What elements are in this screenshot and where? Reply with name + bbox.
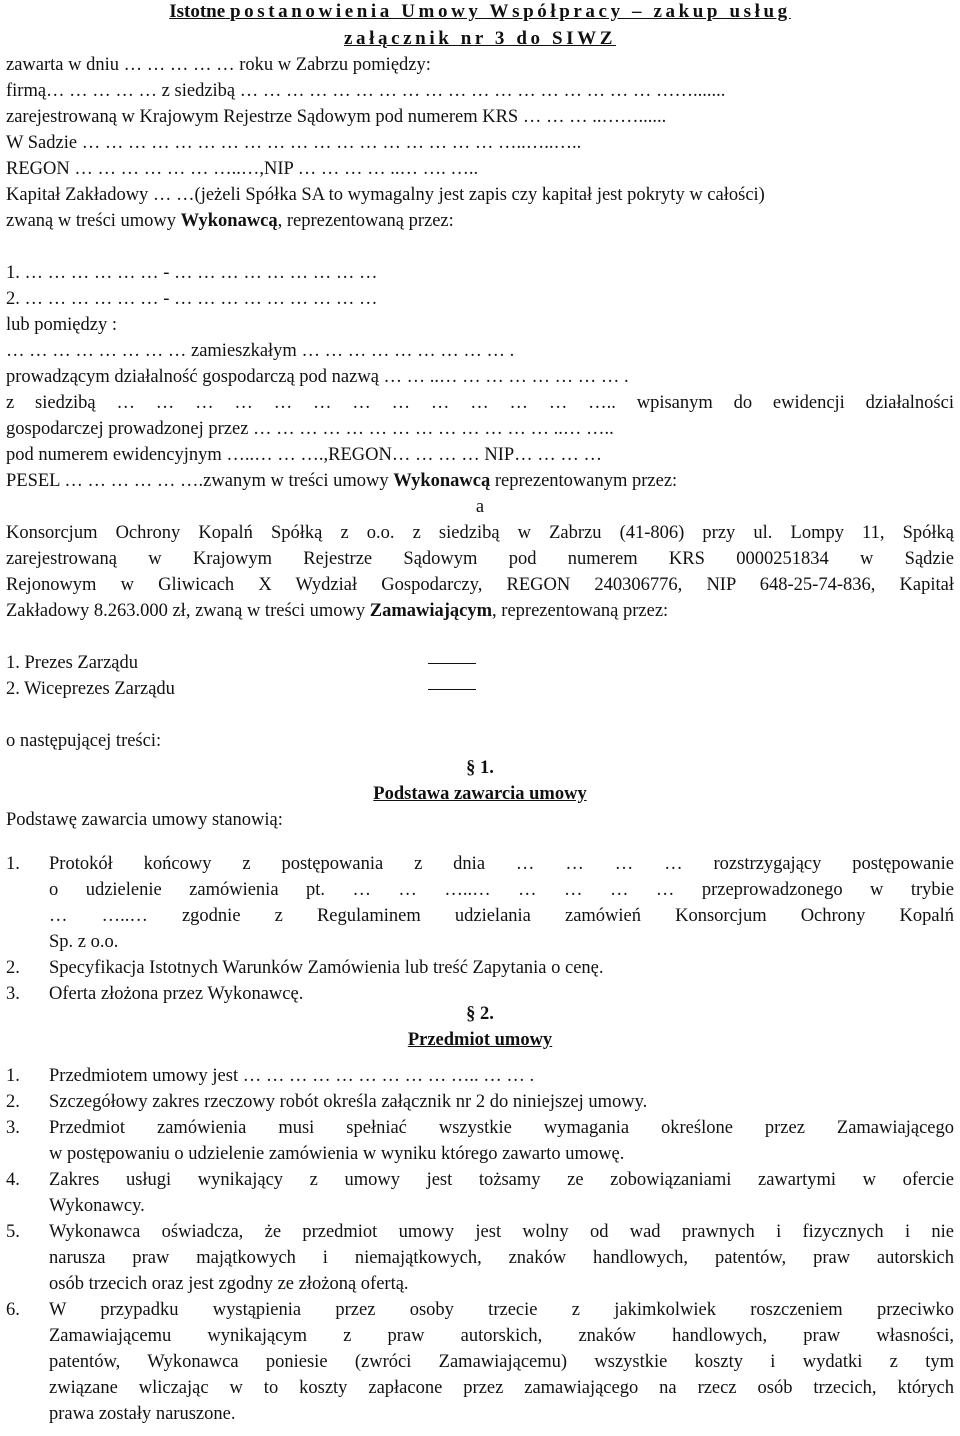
evidence-number-line: pod numerem ewidencyjnym …..… … ….,REGON… … … … NIP… … … … [6,445,603,465]
date-line: zawarta w dniu … … … … … roku w Zabrzu pomiędzy: [6,55,431,75]
alternative-label: lub pomiędzy : [6,315,117,335]
resident-line: … … … … … … … … zamieszkałym … … … … … … … … … . [6,341,515,361]
client-line-2: zarejestrowaną w Krajowym Rejestrze Sądowym pod numerem KRS 0000251834 w Sądzie [6,549,954,569]
business-seat-line: z siedzibą … … … … … … … … … … … … ….. wpisanym do ewidencji działalności [6,393,954,413]
client-designation [6,600,954,622]
list-item-text: patentów, Wykonawca poniesie (zwróci Zamawiającemu) wszystkie koszty i wydatki z tym [49,1352,954,1372]
client-line-3: Rejonowym w Gliwicach X Wydział Gospodarczy, REGON 240306776, NIP 648-25-74-836, Kapitał [6,575,954,595]
following-content-label: o następującej treści: [6,731,162,751]
contractor-term: Wykonawcą [393,471,491,491]
list-item-text: Specyfikacja Istotnych Warunków Zamówienia lub treść Zapytania o cenę. [49,958,604,978]
list-item-text: Wykonawca oświadcza, że przedmiot umowy jest wolny od wad prawnych i fizycznych i nie [49,1222,954,1242]
contractor-designation [6,210,954,232]
signature-rule [428,663,476,664]
list-item-number: 3. [6,1118,20,1138]
firm-line: firmą… … … … … z siedzibą … … … … … … … … … … … … … … … … … … ……....... [6,81,726,101]
section-2-number: § 2. [466,1004,494,1024]
list-item-text: Zamawiającemu wynikającym z praw autorskich, znaków handlowych, praw własności, [49,1326,954,1346]
text-fragment: , reprezentowaną przez: [492,601,669,621]
list-item-text: Przedmiot zamówienia musi spełniać wszystkie wymagania określone przez Zamawiającego [49,1118,954,1138]
and-separator: a [475,497,485,517]
board-member-2 [6,678,954,700]
list-item-text: związane wliczając w to koszty zapłacone przez zamawiającego na rzecz osób trzecich, których [49,1378,954,1398]
section-1-intro: Podstawę zawarcia umowy stanowią: [6,810,283,830]
signature-rule [428,689,476,690]
list-item-text: osób trzecich oraz jest zgodny ze złożoną ofertą. [49,1274,409,1294]
capital-line: Kapitał Zakładowy … …(jeżeli Spółka SA to wymagalny jest zapis czy kapitał jest pokryty w całości) [6,185,765,205]
list-item-number: 5. [6,1222,20,1242]
attachment-label: załącznik nr 3 do SIWZ [343,28,617,49]
list-item-text: Sp. z o.o. [49,932,119,952]
title-spaced: postanowienia Umowy Współpracy – zakup usług [229,1,791,22]
list-item-number: 2. [6,958,20,978]
list-item-text: o udzielenie zamówienia pt. … … …..… … … … … przeprowadzonego w trybie [49,880,954,900]
registry-line: gospodarczej prowadzonej przez … … … … … … … … … … … … … ..… ….. [6,419,614,439]
board-role: 1. Prezes Zarządu [6,653,139,673]
list-item-number: 1. [6,1066,20,1086]
representative-2: 2. … … … … … … - … … … … … … … … … [6,289,378,309]
text-fragment: PESEL … … … … … ….zwanym w treści umowy [6,471,394,491]
client-term: Zamawiającym [369,601,493,621]
board-role: 2. Wiceprezes Zarządu [6,679,175,699]
document-title [6,1,954,23]
list-item-text: W przypadku wystąpienia przez osoby trzecie z jakimkolwiek roszczeniem przeciwko [49,1300,954,1320]
representative-1: 1. … … … … … … - … … … … … … … … … [6,263,378,283]
text-fragment: Zakładowy 8.263.000 zł, zwaną w treści umowy [6,601,370,621]
list-item-number: 6. [6,1300,20,1320]
text-fragment: reprezentowanym przez: [490,471,678,491]
list-item-text: Oferta złożona przez Wykonawcę. [49,984,304,1004]
list-item-text: w postępowaniu o udzielenie zamówienia w wyniku którego zawarto umowę. [49,1144,625,1164]
list-item-text: narusza praw majątkowych i niemajątkowych, znaków handlowych, patentów, praw autorskich [49,1248,954,1268]
krs-line: zarejestrowaną w Krajowym Rejestrze Sądowym pod numerem KRS … … … ..……...... [6,107,667,127]
text-fragment: , reprezentowaną przez: [277,211,454,231]
text-fragment: zwaną w treści umowy [6,211,181,231]
title-word: Istotne [169,1,226,22]
section-1-number: § 1. [466,758,494,778]
section-2-heading: Przedmiot umowy [407,1030,553,1050]
client-line-1: Konsorcjum Ochrony Kopalń Spółką z o.o. z siedzibą w Zabrzu (41-806) przy ul. Lompy 11, Spółką [6,523,954,543]
pesel-line [6,470,954,492]
list-item-text: Szczegółowy zakres rzeczowy robót określa załącznik nr 2 do niniejszej umowy. [49,1092,648,1112]
list-item-number: 1. [6,854,20,874]
list-item-text: Protokół końcowy z postępowania z dnia … … … … rozstrzygający postępowanie [49,854,954,874]
list-item-text: … …..… zgodnie z Regulaminem udzielania zamówień Konsorcjum Ochrony Kopalń [49,906,954,926]
list-item-text: prawa zostały naruszone. [49,1404,236,1424]
regon-line: REGON … … … … … … …..…,NIP … … … … ..… …. ….. [6,159,479,179]
list-item-text: Zakres usługi wynikający z umowy jest tożsamy ze zobowiązaniami zawartymi w ofercie [49,1170,954,1190]
list-item-text: Przedmiotem umowy jest … … … … … … … … … ….. … … . [49,1066,535,1086]
list-item-text: Wykonawcy. [49,1196,145,1216]
contractor-term: Wykonawcą [180,211,278,231]
list-item-number: 4. [6,1170,20,1190]
section-1-heading: Podstawa zawarcia umowy [373,784,587,804]
business-name-line: prowadzącym działalność gospodarczą pod nazwą … … ..… … … … … … … … . [6,367,629,387]
court-line: W Sadzie … … … … … … … … … … … … … … … … … … …..…..….. [6,133,582,153]
board-member-1 [6,652,954,674]
list-item-number: 2. [6,1092,20,1112]
list-item-number: 3. [6,984,20,1004]
